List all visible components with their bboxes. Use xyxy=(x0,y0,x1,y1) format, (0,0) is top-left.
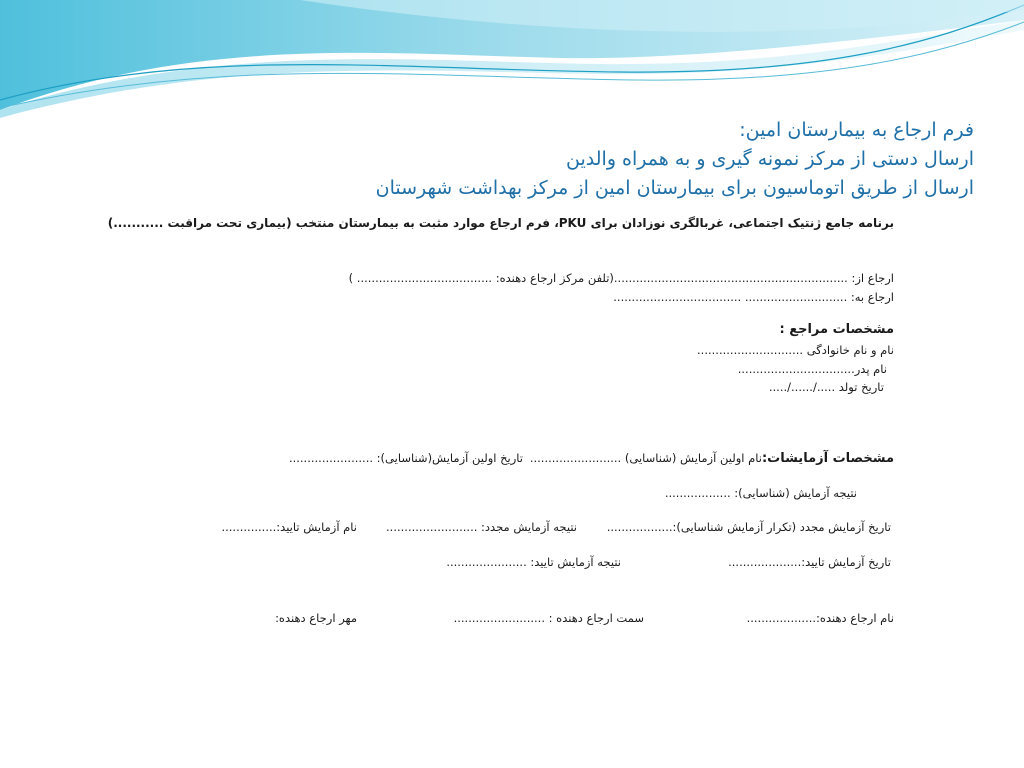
father-name-field: نام پدر................................ xyxy=(737,362,887,376)
referral-to-field: ارجاع به: ............................ ................................... xyxy=(613,290,894,304)
patient-heading: مشخصات مراجع : xyxy=(779,322,894,337)
repeat-test-date-field: تاریخ آزمایش مجدد (تکرار آزمایش شناسایی):.................. xyxy=(606,520,891,534)
referrer-name-field: نام ارجاع دهنده:................... xyxy=(746,611,894,625)
header-waves-decoration xyxy=(0,0,1024,130)
birth-date-field: تاریخ تولد ...../....../..... xyxy=(768,380,884,394)
referrer-stamp-field: مهر ارجاع دهنده: xyxy=(275,611,357,625)
referral-from-field: ارجاع از: ................................................................(تلفن مرکز ارجاع دهنده: ..................................... ) xyxy=(348,271,894,285)
confirm-test-result-field: نتیجه آزمایش تایید: ...................... xyxy=(446,555,621,569)
patient-name-field: نام و نام خانوادگی ............................. xyxy=(697,343,894,357)
title-line-1: فرم ارجاع به بیمارستان امین: xyxy=(739,119,974,141)
confirm-test-name-field: نام آزمایش تایید:............... xyxy=(221,520,357,534)
tests-heading: مشخصات آزمایشات: xyxy=(761,451,894,466)
first-test-name-field: نام اولین آزمایش (شناسایی) ......................... xyxy=(529,451,762,465)
referrer-position-field: سمت ارجاع دهنده : ......................... xyxy=(453,611,644,625)
confirm-test-date-field: تاریخ آزمایش تایید:.................... xyxy=(728,555,891,569)
tests-heading-row xyxy=(530,451,894,466)
test-result-field: نتیجه آزمایش (شناسایی): .................. xyxy=(664,486,857,500)
title-line-2: ارسال دستی از مرکز نمونه گیری و به همراه والدین xyxy=(566,148,974,170)
first-test-date-field: تاریخ اولین آزمایش(شناسایی): ....................... xyxy=(288,451,523,465)
page-title xyxy=(376,116,974,203)
repeat-test-result-field: نتیجه آزمایش مجدد: ......................... xyxy=(386,520,577,534)
title-line-3: ارسال از طریق اتوماسیون برای بیمارستان امین از مرکز بهداشت شهرستان xyxy=(375,177,974,199)
program-title: برنامه جامع ژنتیک اجتماعی، غربالگری نوزادان برای PKU، فرم ارجاع موارد مثبت به بیمارستان منتخب (بیماری تحت مراقبت ...........) xyxy=(107,216,894,230)
